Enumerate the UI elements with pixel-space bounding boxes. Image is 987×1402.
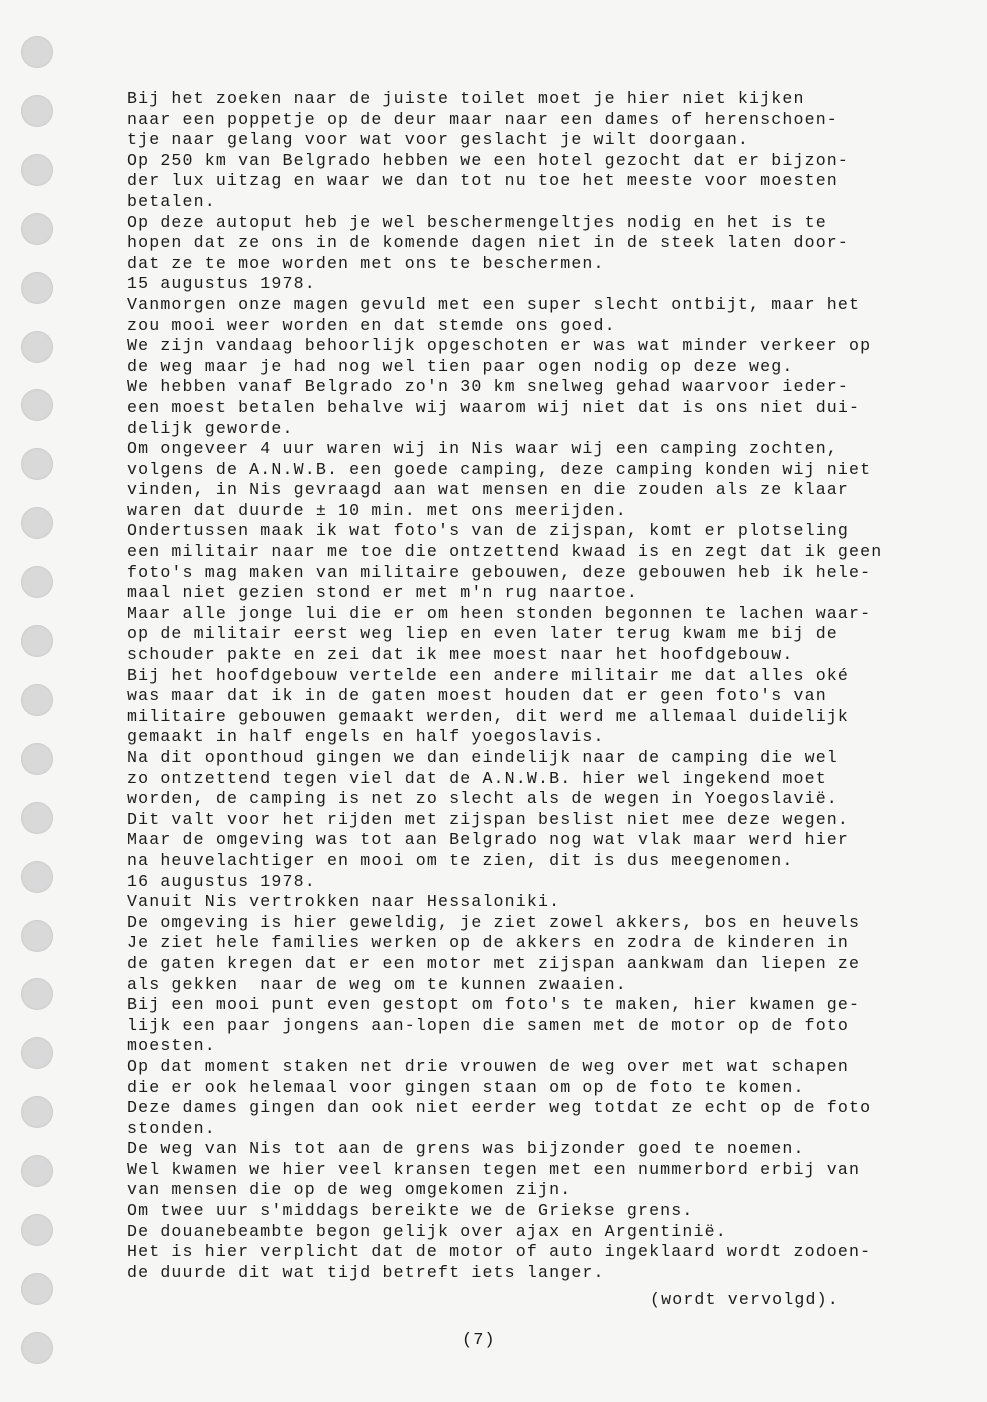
text-line: 16 augustus 1978. (127, 871, 316, 891)
text-line: Om twee uur s'middags bereikte we de Griekse grens. (127, 1201, 694, 1221)
text-line: worden, de camping is net zo slecht als de wegen in Yoegoslavië. (127, 789, 838, 809)
binder-hole-icon (21, 272, 53, 304)
binder-hole-icon (21, 1273, 53, 1305)
text-line: delijk geworde. (127, 418, 294, 438)
binder-hole-icon (21, 802, 53, 834)
text-line: Op 250 km van Belgrado hebben we een hotel gezocht dat er bijzon- (127, 150, 850, 170)
binder-hole-icon (21, 95, 53, 127)
text-line: zou mooi weer worden en dat stemde ons goed. (127, 315, 616, 335)
text-line: Maar alle jonge lui die er om heen stonden begonnen te lachen waar- (127, 603, 872, 623)
text-line: Dit valt voor het rijden met zijspan beslist niet mee deze wegen. (127, 809, 850, 829)
text-line: moesten. (127, 1036, 216, 1056)
binder-hole-icon (21, 1037, 53, 1069)
text-line: De omgeving is hier geweldig, je ziet zowel akkers, bos en heuvels (127, 912, 861, 932)
text-line: stonden. (127, 1118, 216, 1138)
text-line: De weg van Nis tot aan de grens was bijzonder goed te noemen. (127, 1139, 805, 1159)
continued-note: (wordt vervolgd). (650, 1290, 839, 1309)
text-line: Vanuit Nis vertrokken naar Hessaloniki. (127, 892, 561, 912)
text-line: Ondertussen maak ik wat foto's van de zijspan, komt er plotseling (127, 521, 850, 541)
text-line: gemaakt in half engels en half yoegoslavis. (127, 727, 605, 747)
text-line: militaire gebouwen gemaakt werden, dit werd me allemaal duidelijk (127, 706, 850, 726)
binder-hole-icon (21, 1214, 53, 1246)
text-line: Wel kwamen we hier veel kransen tegen met een nummerbord erbij van (127, 1159, 861, 1179)
text-line: schouder pakte en zei dat ik mee moest naar het hoofdgebouw. (127, 645, 794, 665)
text-line: Bij het hoofdgebouw vertelde een andere militair me dat alles oké (127, 665, 850, 685)
binder-hole-icon (21, 154, 53, 186)
text-line: Het is hier verplicht dat de motor of auto ingeklaard wordt zodoen- (127, 1242, 872, 1262)
binder-hole-icon (21, 1096, 53, 1128)
text-line: Je ziet hele families werken op de akkers en zodra de kinderen in (127, 933, 850, 953)
binder-hole-icon (21, 684, 53, 716)
binder-hole-icon (21, 861, 53, 893)
text-line: foto's mag maken van militaire gebouwen, deze gebouwen heb ik hele- (127, 562, 872, 582)
text-line: De douanebeambte begon gelijk over ajax en Argentinië. (127, 1221, 727, 1241)
text-line: naar een poppetje op de deur maar naar een dames of herenschoen- (127, 109, 838, 129)
text-line: die er ook helemaal voor gingen staan om op de foto te komen. (127, 1077, 805, 1097)
binder-hole-icon (21, 566, 53, 598)
text-line: was maar dat ik in de gaten moest houden dat er geen foto's van (127, 686, 827, 706)
text-line: Op deze autoput heb je wel beschermengeltjes nodig en het is te (127, 212, 827, 232)
text-line: na heuvelachtiger en mooi om te zien, dit is dus meegenomen. (127, 850, 794, 870)
text-line: vinden, in Nis gevraagd aan wat mensen en die zouden als ze klaar (127, 480, 850, 500)
binder-hole-icon (21, 389, 53, 421)
text-line: Bij een mooi punt even gestopt om foto's te maken, hier kwamen ge- (127, 995, 861, 1015)
text-line: waren dat duurde ± 10 min. met ons meerijden. (127, 500, 627, 520)
text-line: Vanmorgen onze magen gevuld met een super slecht ontbijt, maar het (127, 294, 861, 314)
text-line: dat ze te moe worden met ons te beschermen. (127, 253, 605, 273)
text-line: 15 augustus 1978. (127, 274, 316, 294)
binder-hole-icon (21, 36, 53, 68)
text-line: Maar de omgeving was tot aan Belgrado nog wat vlak maar werd hier (127, 830, 850, 850)
text-line: de gaten kregen dat er een motor met zijspan aankwam dan liepen ze (127, 953, 861, 973)
binder-hole-icon (21, 920, 53, 952)
text-line: lijk een paar jongens aan-lopen die samen met de motor op de foto (127, 1015, 850, 1035)
text-line: een moest betalen behalve wij waarom wij niet dat is ons niet dui- (127, 397, 861, 417)
binder-holes (21, 36, 55, 1396)
text-line: van mensen die op de weg omgekomen zijn. (127, 1180, 572, 1200)
text-line: de duurde dit wat tijd betreft iets langer. (127, 1262, 605, 1282)
binder-hole-icon (21, 213, 53, 245)
binder-hole-icon (21, 625, 53, 657)
text-line: een militair naar me toe die ontzettend kwaad is en zegt dat ik geen (127, 542, 883, 562)
binder-hole-icon (21, 331, 53, 363)
page-number: (7) (462, 1331, 496, 1350)
binder-hole-icon (21, 507, 53, 539)
text-line: volgens de A.N.W.B. een goede camping, deze camping konden wij niet (127, 459, 872, 479)
binder-hole-icon (21, 743, 53, 775)
text-line: de weg maar je had nog wel tien paar ogen nodig op deze weg. (127, 356, 794, 376)
text-line: hopen dat ze ons in de komende dagen niet in de steek laten door- (127, 233, 850, 253)
text-line: We hebben vanaf Belgrado zo'n 30 km snelweg gehad waarvoor ieder- (127, 377, 850, 397)
text-line: Om ongeveer 4 uur waren wij in Nis waar wij een camping zochten, (127, 439, 838, 459)
binder-hole-icon (21, 1332, 53, 1364)
binder-hole-icon (21, 448, 53, 480)
text-line: betalen. (127, 191, 216, 211)
text-line: zo ontzettend tegen viel dat de A.N.W.B. hier wel ingekend moet (127, 768, 827, 788)
text-line: Na dit oponthoud gingen we dan eindelijk naar de camping die wel (127, 748, 838, 767)
text-line: We zijn vandaag behoorlijk opgeschoten er was wat minder verkeer op (127, 336, 872, 356)
text-line: Deze dames gingen dan ook niet eerder weg totdat ze echt op de foto (127, 1098, 872, 1118)
binder-hole-icon (21, 1155, 53, 1187)
binder-hole-icon (21, 978, 53, 1010)
text-line: der lux uitzag en waar we dan tot nu toe het meeste voor moesten (127, 171, 838, 191)
body-text (127, 89, 982, 1283)
text-line: tje naar gelang voor wat voor geslacht je wilt doorgaan. (127, 130, 750, 150)
text-line: maal niet gezien stond er met m'n rug naartoe. (127, 583, 638, 603)
text-line: als gekken naar de weg om te kunnen zwaaien. (127, 974, 627, 994)
text-line: Op dat moment staken net drie vrouwen de weg over met wat schapen (127, 1056, 850, 1076)
text-line: op de militair eerst weg liep en even later terug kwam me bij de (127, 624, 838, 644)
text-line: Bij het zoeken naar de juiste toilet moet je hier niet kijken (127, 89, 805, 108)
